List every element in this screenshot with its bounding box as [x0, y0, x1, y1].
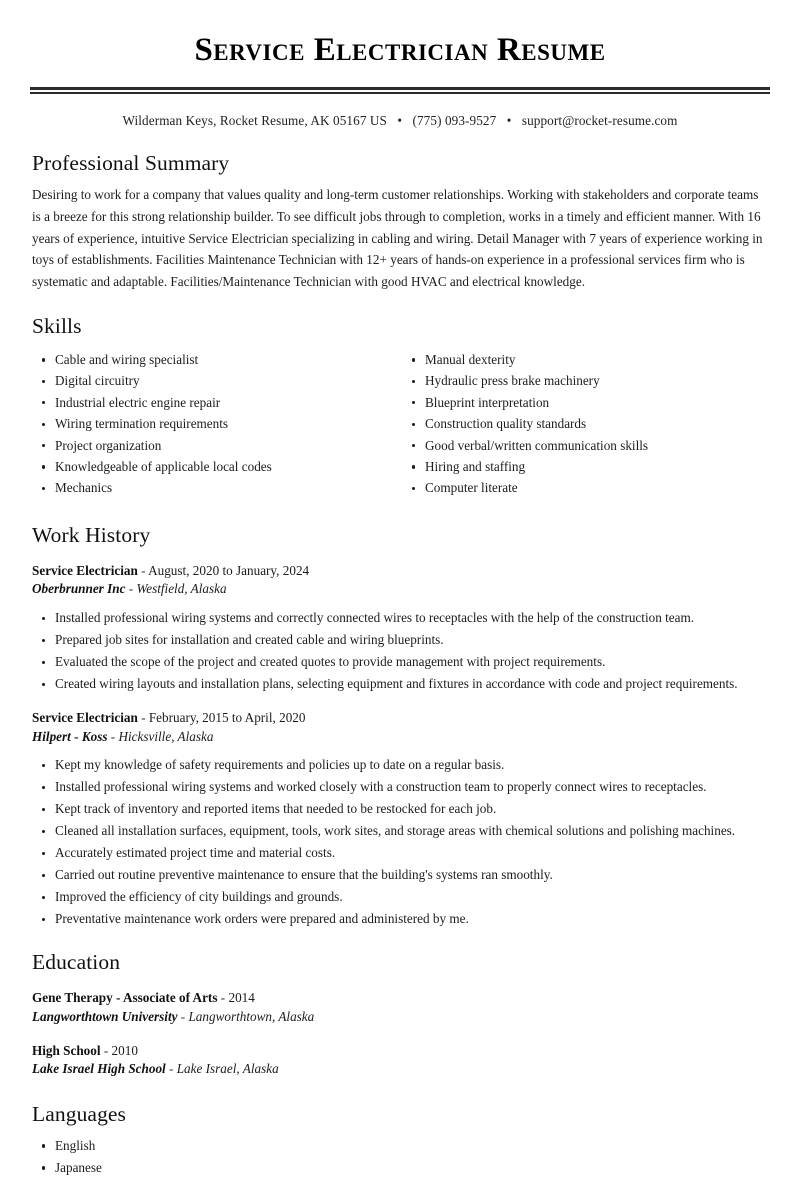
section-heading-skills: Skills	[32, 314, 82, 339]
skill-item: Blueprint interpretation	[400, 394, 770, 412]
language-item: English	[30, 1137, 770, 1155]
section-heading-work-history: Work History	[32, 522, 151, 547]
professional-summary-text: Desiring to work for a company that values quality and long-term customer relationships. Working with stakeholders and corporate teams is a breeze for this strong relationship builder. To see difficult jobs through to completion, works in a timely and efficient manner. With 16 years of experience, intuitive Service Electrician specializing in cabling and wiring. Detail Manager with 7 years of experience working in toys of establishments. Facilities Maintenance Technician with 12+ years of hands-on experience in a professional services firm who is systematic and adaptable. Facilities/Maintenance Technician with good HVAC and electrical knowledge.	[32, 187, 763, 289]
skills-column-left	[30, 344, 400, 501]
job-company-dash: -	[125, 581, 137, 597]
work-history-entry	[30, 709, 770, 928]
job-responsibility-item: Evaluated the scope of the project and created quotes to provide management with project requirements.	[30, 653, 770, 671]
contact-phone: (775) 093-9527	[412, 112, 497, 128]
job-title-line	[32, 709, 770, 728]
job-dash: -	[137, 709, 149, 725]
education-school-line	[32, 1008, 770, 1027]
education-list	[30, 989, 770, 1079]
section-heading-professional-summary: Professional Summary	[32, 150, 230, 175]
language-item: Japanese	[30, 1159, 770, 1177]
job-company: Hilpert - Koss	[32, 728, 108, 744]
education-entry	[30, 989, 770, 1026]
education-dash: -	[217, 990, 229, 1006]
education-degree-line	[32, 1042, 770, 1061]
job-responsibility-item: Kept my knowledge of safety requirements and policies up to date on a regular basis.	[30, 756, 770, 774]
job-responsibility-item: Installed professional wiring systems and correctly connected wires to receptacles with the help of the construction team.	[30, 609, 770, 627]
education-year: 2010	[111, 1042, 138, 1058]
skills-columns	[30, 344, 770, 501]
contact-email: support@rocket-resume.com	[521, 112, 678, 128]
section-languages	[30, 1101, 770, 1177]
skill-item: Hydraulic press brake machinery	[400, 372, 770, 390]
languages-list	[30, 1137, 770, 1177]
education-school-dash: -	[177, 1008, 189, 1024]
section-education	[30, 949, 770, 1079]
contact-address: Wilderman Keys, Rocket Resume, AK 05167 US	[122, 112, 387, 128]
education-location: Lake Israel, Alaska	[176, 1061, 279, 1077]
skill-item: Industrial electric engine repair	[30, 394, 400, 412]
skills-column-right	[400, 344, 770, 501]
job-responsibility-item: Prepared job sites for installation and created cable and wiring blueprints.	[30, 631, 770, 649]
job-dates: February, 2015 to April, 2020	[148, 709, 306, 725]
job-responsibility-item: Created wiring layouts and installation plans, selecting equipment and fixtures in accordance with code and project requirements.	[30, 675, 770, 693]
contact-info	[30, 113, 770, 129]
divider-rule-thin	[30, 92, 770, 94]
section-professional-summary	[30, 150, 770, 292]
education-degree: Gene Therapy - Associate of Arts	[32, 990, 218, 1006]
skill-item: Construction quality standards	[400, 415, 770, 433]
education-dash: -	[100, 1042, 112, 1058]
job-company: Oberbrunner Inc	[32, 581, 126, 597]
job-responsibility-item: Cleaned all installation surfaces, equipment, tools, work sites, and storage areas with chemical solutions and polishing machines.	[30, 822, 770, 840]
skill-item: Good verbal/written communication skills	[400, 437, 770, 455]
section-skills	[30, 313, 770, 501]
education-school-dash: -	[165, 1061, 177, 1077]
job-responsibility-item: Accurately estimated project time and material costs.	[30, 844, 770, 862]
job-company-dash: -	[107, 728, 119, 744]
education-degree-line	[32, 989, 770, 1008]
work-history-list	[30, 562, 770, 929]
contact-separator-1: •	[397, 112, 403, 128]
job-title-line	[32, 562, 770, 581]
job-dates: August, 2020 to January, 2024	[148, 562, 310, 578]
section-heading-languages: Languages	[32, 1102, 127, 1127]
work-history-entry	[30, 562, 770, 693]
skills-list-right	[400, 351, 770, 497]
job-responsibility-list	[30, 756, 770, 928]
resume-page	[0, 31, 800, 1177]
skill-item: Digital circuitry	[30, 372, 400, 390]
education-school: Langworthtown University	[32, 1008, 178, 1024]
job-responsibility-item: Improved the efficiency of city buildings and grounds.	[30, 888, 770, 906]
skills-list-left	[30, 351, 400, 497]
skill-item: Wiring termination requirements	[30, 415, 400, 433]
job-responsibility-item: Installed professional wiring systems and worked closely with a construction team to properly connect wires to receptacles.	[30, 778, 770, 796]
job-company-line	[32, 728, 770, 747]
skill-item: Mechanics	[30, 479, 400, 497]
skill-item: Cable and wiring specialist	[30, 351, 400, 369]
education-school-line	[32, 1060, 770, 1079]
job-responsibility-item: Carried out routine preventive maintenance to ensure that the building's systems ran smoothly.	[30, 866, 770, 884]
education-school: Lake Israel High School	[32, 1061, 166, 1077]
job-location: Hicksville, Alaska	[118, 728, 214, 744]
job-location: Westfield, Alaska	[136, 581, 227, 597]
job-company-line	[32, 580, 770, 599]
skill-item: Knowledgeable of applicable local codes	[30, 458, 400, 476]
job-responsibility-list	[30, 609, 770, 693]
education-location: Langworthtown, Alaska	[188, 1008, 315, 1024]
contact-separator-2: •	[506, 112, 512, 128]
header-divider	[30, 87, 770, 94]
skill-item: Hiring and staffing	[400, 458, 770, 476]
skill-item: Computer literate	[400, 479, 770, 497]
skill-item: Manual dexterity	[400, 351, 770, 369]
section-heading-education: Education	[32, 950, 121, 975]
education-degree: High School	[32, 1042, 101, 1058]
job-dash: -	[137, 562, 149, 578]
education-year: 2014	[228, 990, 255, 1006]
section-work-history	[30, 522, 770, 928]
job-title: Service Electrician	[32, 709, 138, 725]
job-responsibility-item: Kept track of inventory and reported items that needed to be restocked for each job.	[30, 800, 770, 818]
page-title: Service Electrician Resume	[194, 32, 606, 68]
education-entry	[30, 1042, 770, 1079]
job-title: Service Electrician	[32, 562, 138, 578]
job-responsibility-item: Preventative maintenance work orders were prepared and administered by me.	[30, 910, 770, 928]
skill-item: Project organization	[30, 437, 400, 455]
